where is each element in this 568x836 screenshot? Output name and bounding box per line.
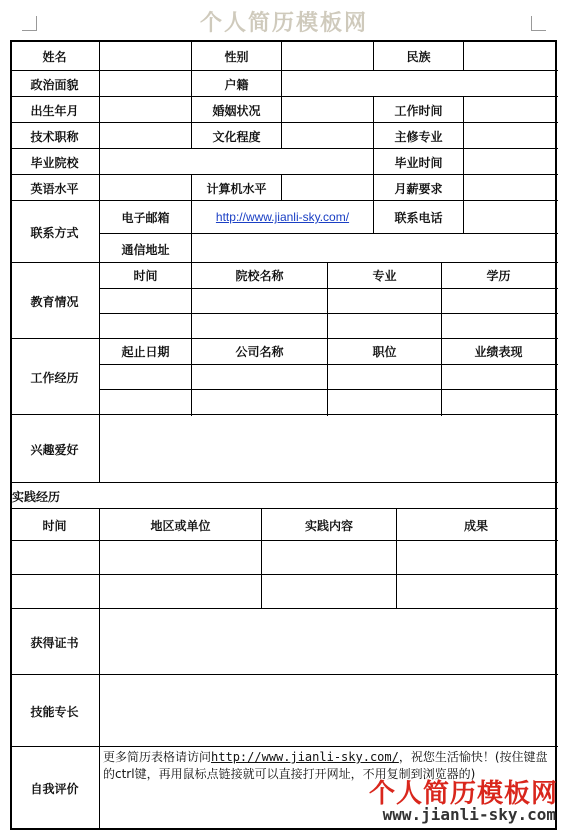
ethnicity-label: 民族 <box>374 42 464 70</box>
row-politics <box>10 70 558 96</box>
row-skills <box>10 674 558 746</box>
practice-header-time: 时间 <box>10 509 100 541</box>
hobby-label: 兴趣爱好 <box>10 415 100 483</box>
edu-cell[interactable] <box>100 314 192 340</box>
english-label: 英语水平 <box>10 175 100 201</box>
edu-cell[interactable] <box>192 314 328 340</box>
name-value[interactable] <box>100 42 192 70</box>
work-header-performance: 业绩表现 <box>474 345 523 359</box>
practice-row-1 <box>10 540 558 574</box>
edu-cell[interactable] <box>192 289 328 314</box>
edu-cell[interactable] <box>100 289 192 314</box>
birth-value[interactable] <box>100 97 192 123</box>
major-label: 主修专业 <box>374 123 464 149</box>
school-value[interactable] <box>100 149 374 175</box>
huji-label: 户籍 <box>192 71 282 97</box>
work-header-dates: 起止日期 <box>100 339 192 364</box>
name-label: 姓名 <box>10 42 100 70</box>
row-school <box>10 148 558 174</box>
education-label: 教育情况 <box>10 263 100 339</box>
row-name <box>10 42 558 70</box>
work-cell[interactable] <box>100 390 192 416</box>
edu-cell[interactable] <box>328 289 442 314</box>
edu-row-2 <box>100 313 558 339</box>
grad-time-label: 毕业时间 <box>374 149 464 175</box>
email-value[interactable] <box>192 201 374 233</box>
practice-cell[interactable] <box>262 541 397 575</box>
row-practice-section <box>10 482 558 508</box>
edu-cell[interactable] <box>328 314 442 340</box>
education-level-label: 文化程度 <box>192 123 282 149</box>
practice-section-label: 实践经历 <box>12 489 61 504</box>
computer-value[interactable] <box>282 175 374 201</box>
work-header-company: 公司名称 <box>192 339 328 364</box>
practice-cell[interactable] <box>10 575 100 609</box>
work-label: 工作经历 <box>10 339 100 415</box>
address-label: 通信地址 <box>100 234 192 264</box>
phone-label: 联系电话 <box>374 201 464 233</box>
row-birth <box>10 96 558 122</box>
edu-header-degree: 学历 <box>486 269 511 283</box>
salary-label: 月薪要求 <box>374 175 464 201</box>
row-education <box>10 262 558 338</box>
work-cell[interactable] <box>192 365 328 390</box>
row-contact <box>10 200 558 262</box>
work-time-label: 工作时间 <box>374 97 464 123</box>
edu-row-1 <box>100 288 558 313</box>
politics-label: 政治面貌 <box>10 71 100 97</box>
contact-address-row <box>100 233 558 263</box>
watermark-logo: 个人简历模板网 <box>368 779 558 809</box>
practice-row-2 <box>10 574 558 608</box>
contact-label: 联系方式 <box>10 201 100 263</box>
row-certificates <box>10 608 558 674</box>
practice-header-result: 成果 <box>463 518 488 533</box>
computer-label: 计算机水平 <box>192 175 282 201</box>
email-link[interactable]: http://www.jianli-sky.com/ <box>215 210 350 224</box>
work-cell[interactable] <box>328 390 442 416</box>
row-practice-header <box>10 508 558 540</box>
page-title: 个人简历模板网 <box>199 10 368 36</box>
self-eval-link[interactable]: http://www.jianli-sky.com/ <box>211 750 399 764</box>
education-level-value[interactable] <box>282 123 374 149</box>
work-row-1 <box>100 364 558 389</box>
row-english <box>10 174 558 200</box>
self-eval-text-before: 更多简历表格请访问 <box>103 750 212 764</box>
school-label: 毕业院校 <box>10 149 100 175</box>
practice-header-content: 实践内容 <box>262 509 397 541</box>
birth-label: 出生年月 <box>10 97 100 123</box>
politics-value[interactable] <box>100 71 192 97</box>
email-label: 电子邮箱 <box>100 201 192 233</box>
title-label: 技术职称 <box>10 123 100 149</box>
edu-header-time: 时间 <box>100 263 192 288</box>
certificates-label: 获得证书 <box>10 609 100 675</box>
edu-header-school: 院校名称 <box>192 263 328 288</box>
row-title <box>10 122 558 148</box>
marriage-value[interactable] <box>282 97 374 123</box>
self-eval-label: 自我评价 <box>10 747 100 829</box>
work-cell[interactable] <box>100 365 192 390</box>
practice-header-unit: 地区或单位 <box>100 509 262 541</box>
contact-email-row <box>100 201 558 233</box>
practice-cell[interactable] <box>262 575 397 609</box>
english-value[interactable] <box>100 175 192 201</box>
practice-cell[interactable] <box>100 541 262 575</box>
practice-cell[interactable] <box>10 541 100 575</box>
gender-label: 性别 <box>192 42 282 70</box>
work-row-2 <box>100 389 558 415</box>
marriage-label: 婚姻状况 <box>192 97 282 123</box>
gender-value[interactable] <box>282 42 374 70</box>
skills-label: 技能专长 <box>10 675 100 747</box>
row-work <box>10 338 558 414</box>
edu-header-major: 专业 <box>328 263 442 288</box>
practice-cell[interactable] <box>100 575 262 609</box>
work-cell[interactable] <box>192 390 328 416</box>
self-eval-text-after: ，祝您生活愉快！(按住键盘的ctrl键，再用鼠标点链接就可以直接打开网址，不用复制到浏览器的) <box>103 750 548 781</box>
work-header-position: 职位 <box>328 339 442 364</box>
work-cell[interactable] <box>328 365 442 390</box>
title-value[interactable] <box>100 123 192 149</box>
row-hobby <box>10 414 558 482</box>
watermark-url: www.jianli-sky.com <box>382 805 556 824</box>
